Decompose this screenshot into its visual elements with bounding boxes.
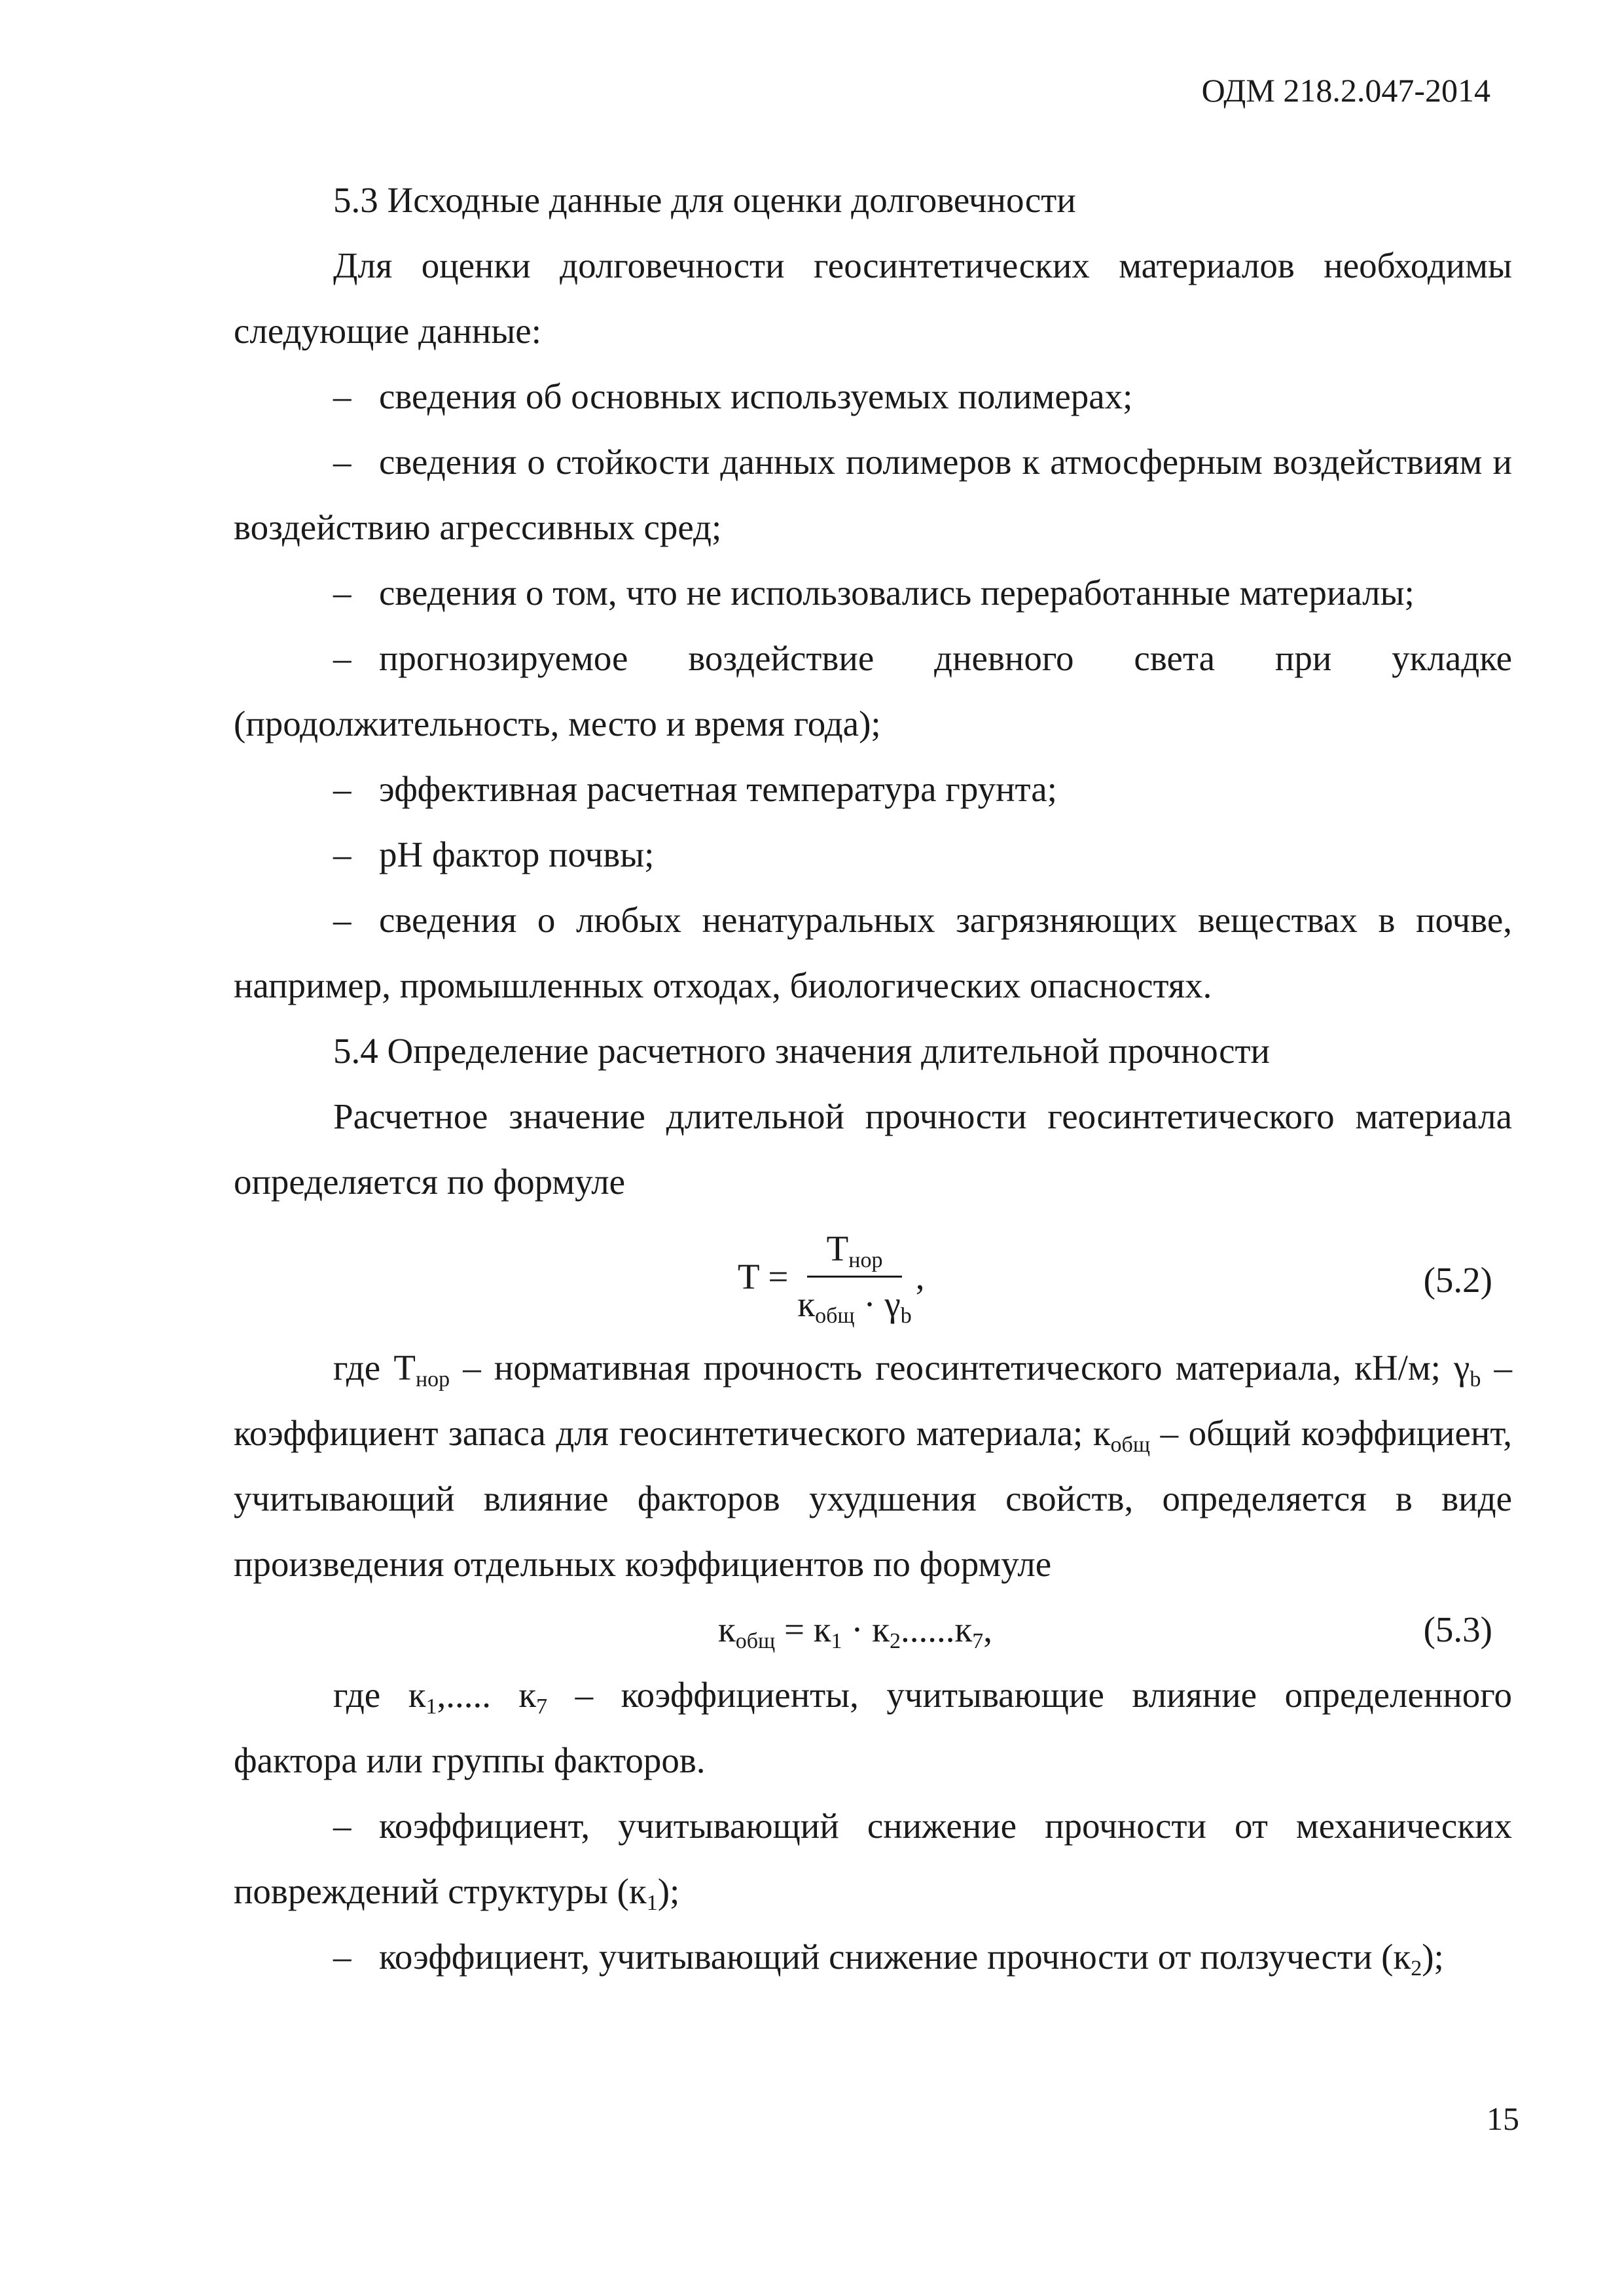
- section-5-4-heading: 5.4 Определение расчетного значения длительной прочности: [333, 1031, 1270, 1071]
- page-number: 15: [1487, 2100, 1519, 2137]
- section-5-4-intro: Расчетное значение длительной прочности геосинтетического материала определяется по формуле: [234, 1096, 1512, 1202]
- equation-number: (5.3): [1423, 1609, 1492, 1649]
- dash-bullet: –: [333, 1937, 352, 1977]
- fraction-denominator: $к_{общ} \cdot \gamma_b$: [797, 1283, 912, 1328]
- fraction-numerator: $T_{нор}$: [807, 1226, 903, 1278]
- list-item: – сведения о любых ненатуральных загрязняющих веществах в почве, например, промышленных отходах, биологических опасностях.: [234, 888, 1512, 1018]
- dash-bullet: –: [333, 1806, 352, 1846]
- formula-5-3-expression: $к_{общ} = к_1 \cdot к_2......к_7$,: [718, 1609, 992, 1653]
- list-item: – сведения об основных используемых полимерах;: [234, 364, 1512, 429]
- section-5-3-heading: 5.3 Исходные данные для оценки долговечности: [333, 180, 1076, 220]
- equation-number: (5.2): [1423, 1260, 1492, 1300]
- document-code-header: ОДМ 218.2.047-2014: [1201, 72, 1490, 109]
- formula-5-3: [234, 1597, 1512, 1662]
- formula-fraction: [797, 1226, 911, 1329]
- list-item: – pH фактор почвы;: [234, 822, 1512, 888]
- list-item: – коэффициент, учитывающий снижение прочности от механических повреждений структуры $(к_1)$;: [234, 1793, 1512, 1924]
- section-5-3-intro: Для оценки долговечности геосинтетических материалов необходимы следующие данные:: [234, 245, 1512, 351]
- list-item: – коэффициент, учитывающий снижение прочности от ползучести $(к_2)$;: [234, 1924, 1512, 1990]
- dash-bullet: –: [333, 900, 352, 940]
- formula-5-2-explanation: где $T_{нор}$ – нормативная прочность геосинтетического материала, кН/м; $\gamma_b$ – коэффициент запаса для геосинтетического материала; $к_{общ}$ – общий коэффициент, учитывающий влияние факторов ухудшения свойств, определяется в виде произведения отдельных коэффициентов по формуле: [234, 1348, 1513, 1584]
- list-item: – прогнозируемое воздействие дневного света при укладке (продолжительность, место и время года);: [234, 626, 1512, 757]
- formula-5-2-expression: T = $\frac{T_{нор}}{к_{общ} \cdot \gamma_b}$ ,: [738, 1221, 924, 1333]
- list-item: – эффективная расчетная температура грунта;: [234, 757, 1512, 822]
- list-item: – сведения о том, что не использовались переработанные материалы;: [234, 560, 1512, 626]
- dash-bullet: –: [333, 573, 352, 613]
- dash-bullet: –: [333, 376, 352, 416]
- formula-5-2: [234, 1221, 1512, 1333]
- dash-bullet: –: [333, 638, 352, 678]
- list-item: – сведения о стойкости данных полимеров к атмосферным воздействиям и воздействию агрессивных сред;: [234, 429, 1512, 560]
- dash-bullet: –: [333, 834, 352, 874]
- page-body: [234, 168, 1512, 1990]
- formula-lhs: T =: [738, 1257, 789, 1297]
- dash-bullet: –: [333, 442, 352, 482]
- dash-bullet: –: [333, 769, 352, 809]
- formula-5-3-explanation: где $к_1$,..... $к_7$ – коэффициенты, учитывающие влияние определенного фактора или группы факторов.: [234, 1675, 1512, 1780]
